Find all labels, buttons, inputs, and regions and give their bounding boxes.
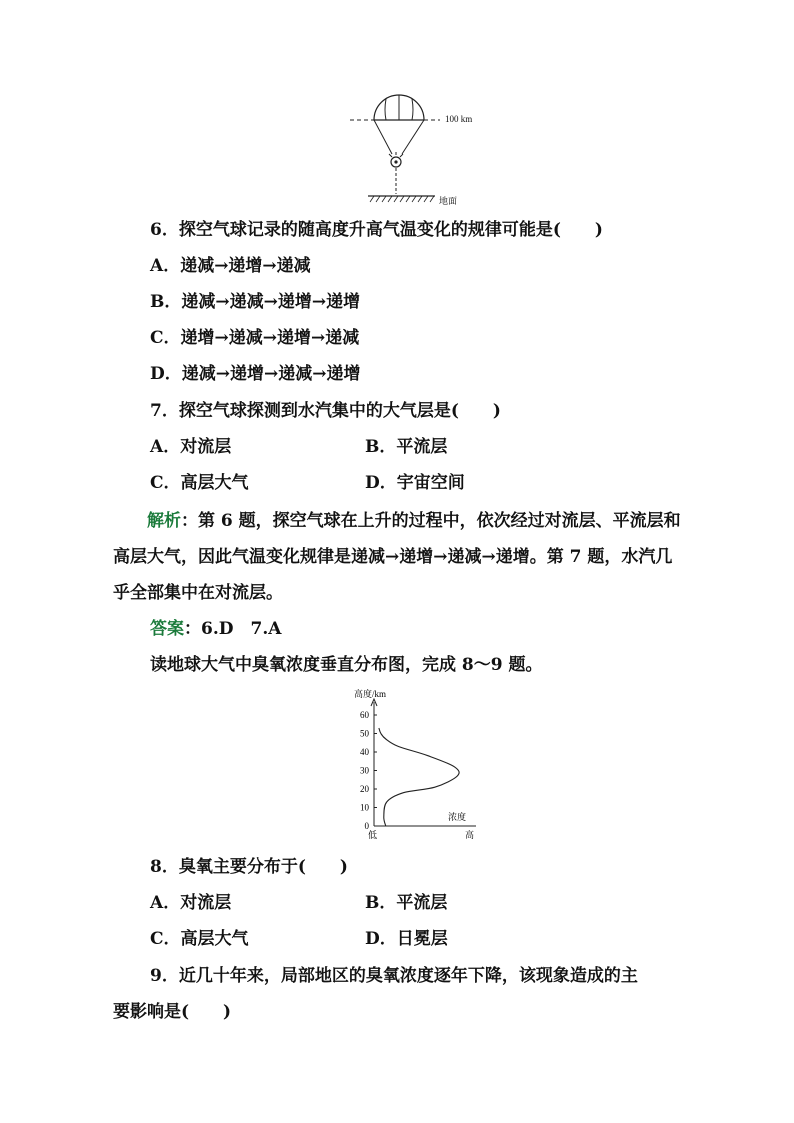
- q6-option-b: B．递减→递减→递增→递增: [150, 292, 361, 312]
- analysis-label: 解析: [147, 511, 181, 531]
- answer-text: ：6.D 7.A: [184, 619, 282, 639]
- q7-stem: 7．探空气球探测到水汽集中的大气层是( ): [150, 401, 501, 421]
- q8-option-a: A．对流层: [150, 893, 232, 913]
- q6-option-d: D．递减→递增→递减→递增: [150, 364, 361, 384]
- x-axis-title: 浓度: [448, 812, 467, 822]
- q8-option-d: D．日冕层: [365, 929, 448, 949]
- q9-line2: 要影响是( ): [113, 1002, 232, 1022]
- intro-text: 读地球大气中臭氧浓度垂直分布图，完成 8～9 题。: [150, 655, 543, 675]
- q7-option-c: C．高层大气: [150, 473, 249, 493]
- ground-label: 地面: [439, 197, 458, 207]
- q7-option-b: B．平流层: [365, 437, 448, 457]
- q7-option-a: A．对流层: [150, 437, 232, 457]
- x-tick-high: 高: [465, 830, 475, 840]
- q6-option-a: A．递减→递增→递减: [150, 256, 311, 276]
- y-tick-label: 40: [360, 747, 369, 757]
- x-tick-low: 低: [368, 830, 378, 840]
- q6-stem: 6．探空气球记录的随高度升高气温变化的规律可能是( ): [150, 220, 603, 240]
- q6-option-c: C．递增→递减→递增→递减: [150, 328, 360, 348]
- q8-stem: 8．臭氧主要分布于( ): [150, 857, 348, 877]
- answer-label: 答案: [150, 619, 184, 639]
- y-axis-title: 高度/km: [354, 689, 387, 699]
- y-tick-label: 0: [364, 821, 369, 831]
- altitude-label: 100 km: [445, 114, 473, 124]
- ozone-chart: [340, 684, 490, 844]
- answer-line: [150, 618, 281, 640]
- q7-option-d: D．宇宙空间: [365, 473, 465, 493]
- y-tick-label: 10: [360, 802, 369, 813]
- y-tick-label: 50: [360, 728, 369, 739]
- y-tick-label: 20: [360, 784, 369, 794]
- y-tick-label: 60: [360, 710, 369, 720]
- q8-option-b: B．平流层: [365, 893, 448, 913]
- balloon-diagram: [340, 90, 500, 208]
- q9-line1: 9．近几十年来，局部地区的臭氧浓度逐年下降，该现象造成的主: [150, 966, 638, 986]
- analysis-paragraph: [113, 503, 685, 611]
- q8-option-c: C．高层大气: [150, 929, 249, 949]
- analysis-text: ：第 6 题，探空气球在上升的过程中，依次经过对流层、平流层和高层大气，因此气温变化规律是递减→递增→递减→递增。第 7 题，水汽几乎全部集中在对流层。: [113, 511, 681, 603]
- y-tick-label: 30: [360, 765, 369, 776]
